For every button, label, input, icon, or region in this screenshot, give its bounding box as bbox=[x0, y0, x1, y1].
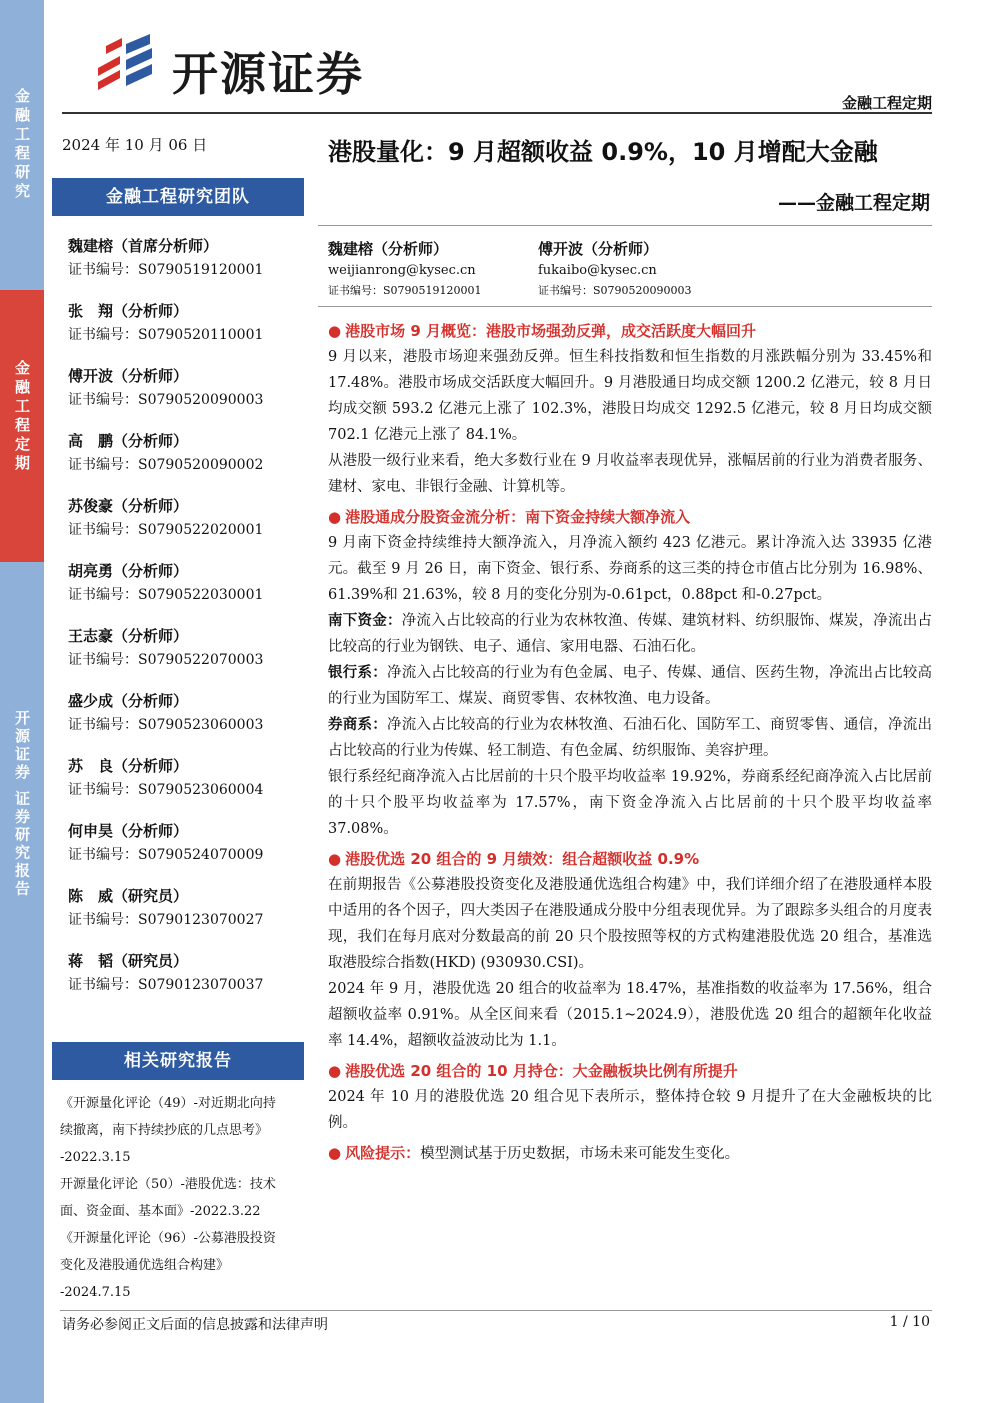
analyst-name: 傅开波（分析师） bbox=[68, 367, 189, 385]
analyst-cert: 证书编号：S0790523060004 bbox=[68, 782, 264, 798]
related-report-line[interactable]: -2022.3.15 bbox=[60, 1150, 131, 1165]
analyst-item bbox=[68, 299, 308, 364]
section-heading bbox=[328, 318, 932, 344]
analyst-name: 高 鹏（分析师） bbox=[68, 432, 189, 450]
analyst-cert: 证书编号：S0790522070003 bbox=[68, 652, 264, 668]
related-report-line[interactable]: 续撤离，南下持续抄底的几点思考》 bbox=[60, 1123, 269, 1138]
author-item bbox=[328, 238, 482, 300]
author-cert: 证书编号：S0790520090003 bbox=[538, 284, 692, 297]
title-divider bbox=[318, 225, 932, 226]
paragraph: 9 月以来，港股市场迎来强劲反弹。恒生科技指数和恒生指数的月涨跌幅分别为 33.45%和 17.48%。港股市场成交活跃度大幅回升。9 月港股通日均成交额 1200.2 亿港元，较 8 月日均成交额 593.2 亿港元上涨了 102.3%，港股日均成交 1292.5 亿港元，较 8 月日均成交额 702.1 亿港元上涨了 84.1%。 bbox=[328, 349, 932, 443]
related-report-line[interactable]: 《开源量化评论（49）-对近期北向持 bbox=[60, 1096, 276, 1111]
bullet-icon: ● bbox=[328, 1062, 342, 1080]
paragraph: 9 月南下资金持续维持大额净流入，月净流入额约 423 亿港元。累计净流入达 33935 亿港元。截至 9 月 26 日，南下资金、银行系、券商系的这三类的持仓市值占比分别为 16.98%、61.39%和 21.63%，较 8 月的变化分别为-0.61pct，0.88pct 和-0.27pct。 bbox=[328, 535, 932, 603]
related-box-title: 相关研究报告 bbox=[52, 1042, 304, 1080]
side-strip bbox=[0, 0, 44, 1403]
analyst-list bbox=[68, 234, 308, 1014]
analyst-item bbox=[68, 234, 308, 299]
analyst-cert: 证书编号：S0790524070009 bbox=[68, 847, 264, 863]
analyst-name: 魏建榕（首席分析师） bbox=[68, 237, 219, 255]
paragraph-label: 券商系： bbox=[328, 717, 387, 733]
page-number: 1 / 10 bbox=[889, 1314, 930, 1330]
header-divider bbox=[62, 112, 932, 114]
company-logo bbox=[92, 34, 392, 101]
related-report-line[interactable]: 变化及港股通优选组合构建》 bbox=[60, 1258, 230, 1273]
authors-divider bbox=[318, 306, 932, 307]
side-label-top: 金融工程研究 bbox=[13, 88, 31, 202]
section-heading bbox=[328, 1144, 420, 1162]
paragraph-text: 净流入占比较高的行业为农林牧渔、石油石化、国防军工、商贸零售、通信，净流出占比较高的行业为传媒、轻工制造、有色金属、纺织服饰、美容护理。 bbox=[328, 717, 932, 759]
author-cert: 证书编号：S0790519120001 bbox=[328, 284, 482, 297]
paragraph: 在前期报告《公募港股投资变化及港股通优选组合构建》中，我们详细介绍了在港股通样本股中适用的各个因子，四大类因子在港股通成分股中分组表现优异。为了跟踪多头组合的月度表现，我们在每月底对分数最高的前 20 只个股按照等权的方式构建港股优选 20 组合，基准选取港股综合指数(HKD) (930930.CSI)。 bbox=[328, 877, 932, 971]
paragraph: 2024 年 9 月，港股优选 20 组合的收益率为 18.47%，基准指数的收益率为 17.56%，组合超额收益率 0.91%。从全区间来看（2015.1~2024.9），港股优选 20 组合的超额年化收益率 14.4%，超额收益波动比为 1.1。 bbox=[328, 981, 932, 1049]
team-box-title: 金融工程研究团队 bbox=[52, 178, 304, 216]
author-name: 傅开波（分析师） bbox=[538, 240, 659, 258]
bullet-icon: ● bbox=[328, 850, 342, 868]
section-title: 港股优选 20 组合的 9 月绩效：组合超额收益 0.9% bbox=[345, 850, 700, 868]
paragraph: 2024 年 10 月的港股优选 20 组合见下表所示，整体持仓较 9 月提升了在大金融板块的比例。 bbox=[328, 1089, 932, 1131]
analyst-cert: 证书编号：S0790123070037 bbox=[68, 977, 264, 993]
analyst-name: 盛少成（分析师） bbox=[68, 692, 189, 710]
analyst-name: 王志豪（分析师） bbox=[68, 627, 189, 645]
analyst-cert: 证书编号：S0790519120001 bbox=[68, 262, 264, 278]
section-title: 风险提示： bbox=[345, 1144, 421, 1162]
analyst-cert: 证书编号：S0790522030001 bbox=[68, 587, 264, 603]
bullet-icon: ● bbox=[328, 1144, 342, 1162]
paragraph bbox=[328, 660, 932, 712]
risk-paragraph bbox=[328, 1140, 932, 1167]
related-report-line[interactable]: 开源量化评论（50）-港股优选：技术 bbox=[60, 1177, 276, 1192]
analyst-item bbox=[68, 494, 308, 559]
report-subtitle: ——金融工程定期 bbox=[777, 192, 930, 214]
analyst-item bbox=[68, 429, 308, 494]
analyst-cert: 证书编号：S0790520090003 bbox=[68, 392, 264, 408]
author-name: 魏建榕（分析师） bbox=[328, 240, 449, 258]
side-label-bottom: 开源证券 证券研究报告 bbox=[13, 710, 31, 899]
paragraph-text: 模型测试基于历史数据，市场未来可能发生变化。 bbox=[420, 1146, 740, 1162]
report-date: 2024 年 10 月 06 日 bbox=[62, 136, 208, 154]
related-report-line[interactable]: 《开源量化评论（96）-公募港股投资 bbox=[60, 1231, 276, 1246]
analyst-item bbox=[68, 364, 308, 429]
related-report-line[interactable]: 面、资金面、基本面》-2022.3.22 bbox=[60, 1204, 261, 1219]
analyst-cert: 证书编号：S0790522020001 bbox=[68, 522, 264, 538]
analyst-item bbox=[68, 949, 308, 1014]
paragraph bbox=[328, 608, 932, 660]
analyst-item bbox=[68, 689, 308, 754]
analyst-name: 张 翔（分析师） bbox=[68, 302, 189, 320]
author-item bbox=[538, 238, 692, 300]
analyst-item bbox=[68, 559, 308, 624]
analyst-cert: 证书编号：S0790123070027 bbox=[68, 912, 264, 928]
analyst-cert: 证书编号：S0790520090002 bbox=[68, 457, 264, 473]
paragraph bbox=[328, 712, 932, 764]
paragraph: 银行系经纪商净流入占比居前的十只个股平均收益率 19.92%，券商系经纪商净流入占比居前的十只个股平均收益率为 17.57%，南下资金净流入占比居前的十只个股平均收益率 37.08%。 bbox=[328, 769, 932, 837]
section-title: 港股优选 20 组合的 10 月持仓：大金融板块比例有所提升 bbox=[345, 1062, 738, 1080]
report-type-header: 金融工程定期 bbox=[841, 94, 932, 112]
bullet-icon: ● bbox=[328, 508, 342, 526]
author-email[interactable]: fukaibo@kysec.cn bbox=[538, 263, 657, 278]
analyst-name: 苏俊豪（分析师） bbox=[68, 497, 189, 515]
analyst-name: 陈 威（研究员） bbox=[68, 887, 189, 905]
analyst-name: 蒋 韬（研究员） bbox=[68, 952, 189, 970]
paragraph-text: 净流入占比较高的行业为有色金属、电子、传媒、通信、医药生物，净流出占比较高的行业为国防军工、煤炭、商贸零售、农林牧渔、电力设备。 bbox=[328, 665, 932, 707]
paragraph-label: 南下资金： bbox=[328, 613, 402, 629]
footer-divider bbox=[60, 1310, 932, 1311]
side-label-mid: 金融工程定期 bbox=[13, 360, 31, 474]
paragraph-text: 净流入占比较高的行业为农林牧渔、传媒、建筑材料、纺织服饰、煤炭，净流出占比较高的行业为钢铁、电子、通信、家用电器、石油石化。 bbox=[328, 613, 932, 655]
section-heading bbox=[328, 504, 932, 530]
analyst-item bbox=[68, 884, 308, 949]
section-heading bbox=[328, 1058, 932, 1084]
report-title: 港股量化：9 月超额收益 0.9%，10 月增配大金融 bbox=[328, 138, 878, 166]
section-title: 港股通成分股资金流分析：南下资金持续大额净流入 bbox=[345, 508, 691, 526]
analyst-item bbox=[68, 819, 308, 884]
paragraph: 从港股一级行业来看，绝大多数行业在 9 月收益率表现优异，涨幅居前的行业为消费者服务、建材、家电、非银行金融、计算机等。 bbox=[328, 453, 932, 495]
section-heading bbox=[328, 846, 932, 872]
footer-disclaimer: 请务必参阅正文后面的信息披露和法律声明 bbox=[62, 1317, 328, 1333]
analyst-name: 胡亮勇（分析师） bbox=[68, 562, 189, 580]
analyst-cert: 证书编号：S0790523060003 bbox=[68, 717, 264, 733]
analyst-item bbox=[68, 624, 308, 689]
author-block bbox=[328, 238, 928, 302]
analyst-name: 何申昊（分析师） bbox=[68, 822, 189, 840]
related-report-line[interactable]: -2024.7.15 bbox=[60, 1285, 131, 1300]
related-reports bbox=[60, 1090, 310, 1306]
main-content bbox=[328, 314, 932, 1167]
bullet-icon: ● bbox=[328, 322, 342, 340]
author-email[interactable]: weijianrong@kysec.cn bbox=[328, 263, 476, 278]
logo-mark-icon bbox=[92, 34, 162, 94]
analyst-name: 苏 良（分析师） bbox=[68, 757, 189, 775]
section-title: 港股市场 9 月概览：港股市场强劲反弹，成交活跃度大幅回升 bbox=[345, 322, 756, 340]
analyst-cert: 证书编号：S0790520110001 bbox=[68, 327, 264, 343]
analyst-item bbox=[68, 754, 308, 819]
paragraph-label: 银行系： bbox=[328, 665, 387, 681]
logo-text: 开源证券 bbox=[172, 47, 364, 101]
